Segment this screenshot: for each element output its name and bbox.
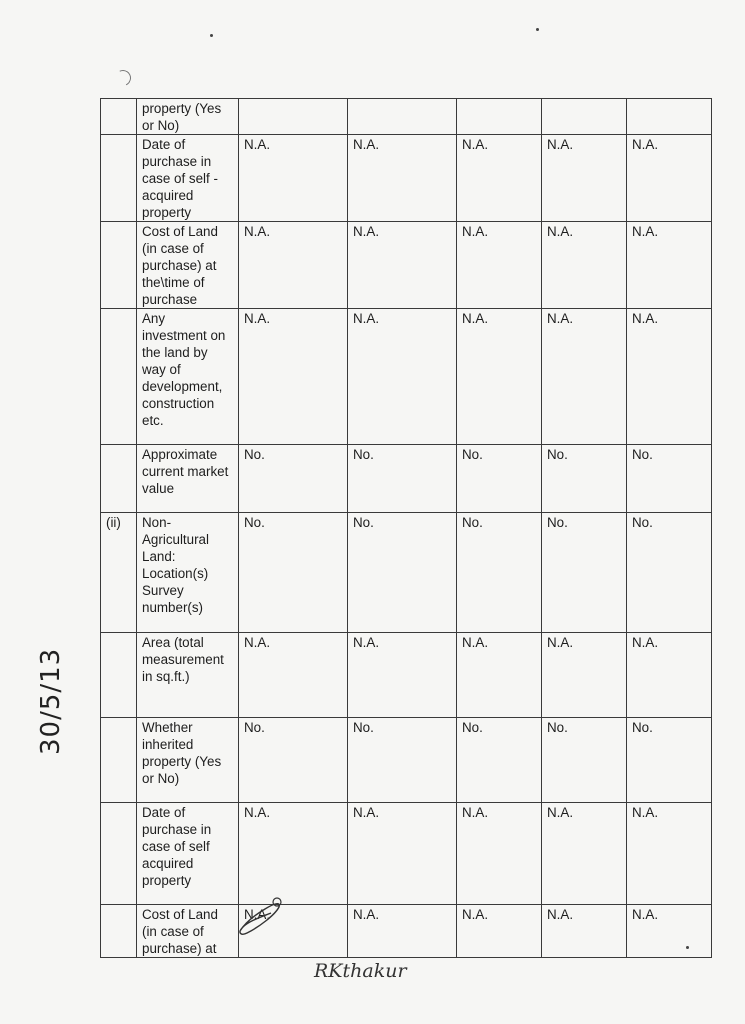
row-label-cell: Cost of Land (in case of purchase) at the\time of purchase <box>137 222 239 309</box>
value-cell: N.A. <box>239 905 348 958</box>
value-cell: No. <box>457 718 542 803</box>
table-row <box>101 445 712 513</box>
value-cell: No. <box>627 513 712 633</box>
value-cell: No. <box>239 513 348 633</box>
value-cell: N.A. <box>457 633 542 718</box>
value-cell: N.A. <box>457 803 542 905</box>
table-row <box>101 513 712 633</box>
value-cell: No. <box>457 513 542 633</box>
value-cell: N.A. <box>627 135 712 222</box>
row-number-cell: (ii) <box>101 513 137 633</box>
value-cell: N.A. <box>542 309 627 445</box>
value-cell: N.A. <box>542 905 627 958</box>
value-cell: N.A. <box>542 222 627 309</box>
table-row <box>101 309 712 445</box>
value-cell: N.A. <box>348 135 457 222</box>
value-cell: No. <box>239 718 348 803</box>
value-cell: N.A. <box>627 309 712 445</box>
punch-hole-mark <box>113 68 134 89</box>
row-number-cell <box>101 99 137 135</box>
row-number-cell <box>101 803 137 905</box>
value-cell: N.A. <box>457 222 542 309</box>
table-row <box>101 222 712 309</box>
value-cell <box>239 99 348 135</box>
table-row <box>101 135 712 222</box>
value-cell: N.A. <box>348 222 457 309</box>
value-cell: N.A. <box>239 803 348 905</box>
value-cell <box>348 99 457 135</box>
value-cell: N.A. <box>348 905 457 958</box>
table-row <box>101 99 712 135</box>
value-cell: No. <box>348 513 457 633</box>
value-cell <box>457 99 542 135</box>
value-cell: N.A. <box>348 803 457 905</box>
value-cell: N.A. <box>239 135 348 222</box>
row-number-cell <box>101 135 137 222</box>
value-cell: No. <box>542 513 627 633</box>
speck <box>536 28 539 31</box>
value-cell: N.A. <box>348 309 457 445</box>
row-number-cell <box>101 222 137 309</box>
row-label-cell: Area (total measurement in sq.ft.) <box>137 633 239 718</box>
value-cell: N.A. <box>457 905 542 958</box>
value-cell: N.A. <box>457 135 542 222</box>
value-cell: N.A. <box>627 905 712 958</box>
table-row <box>101 718 712 803</box>
value-cell: N.A. <box>542 135 627 222</box>
value-cell: N.A. <box>457 309 542 445</box>
value-cell <box>542 99 627 135</box>
value-cell: N.A. <box>239 309 348 445</box>
value-cell: N.A. <box>627 803 712 905</box>
value-cell: N.A. <box>627 222 712 309</box>
row-number-cell <box>101 905 137 958</box>
value-cell: No. <box>239 445 348 513</box>
assets-table <box>100 98 712 958</box>
table-row <box>101 803 712 905</box>
row-label-cell: Date of purchase in case of self acquired property <box>137 803 239 905</box>
row-number-cell <box>101 445 137 513</box>
value-cell: N.A. <box>627 633 712 718</box>
table-row <box>101 633 712 718</box>
margin-handwritten-note: 30/5/13 <box>36 647 66 755</box>
bottom-signature: RKthakur <box>314 960 407 982</box>
row-label-cell: Whether inherited property (Yes or No) <box>137 718 239 803</box>
row-label-cell: Non-Agricultural Land: Location(s) Survey number(s) <box>137 513 239 633</box>
value-cell: N.A. <box>239 633 348 718</box>
row-label-cell: Approximate current market value <box>137 445 239 513</box>
row-number-cell <box>101 633 137 718</box>
table-row <box>101 905 712 958</box>
row-number-cell <box>101 309 137 445</box>
row-label-cell: Any investment on the land by way of development, construction etc. <box>137 309 239 445</box>
value-cell: No. <box>627 718 712 803</box>
value-cell: No. <box>348 718 457 803</box>
value-cell: No. <box>542 445 627 513</box>
value-cell: N.A. <box>542 633 627 718</box>
value-cell: N.A. <box>542 803 627 905</box>
row-label-cell: Date of purchase in case of self -acquired property <box>137 135 239 222</box>
value-cell: N.A. <box>348 633 457 718</box>
row-number-cell <box>101 718 137 803</box>
row-label-cell: property (Yes or No) <box>137 99 239 135</box>
value-cell <box>627 99 712 135</box>
value-cell: No. <box>542 718 627 803</box>
initials-signature-mark <box>235 893 285 937</box>
value-cell: No. <box>627 445 712 513</box>
value-cell: No. <box>348 445 457 513</box>
value-cell: No. <box>457 445 542 513</box>
value-cell: N.A. <box>239 222 348 309</box>
row-label-cell: Cost of Land (in case of purchase) at <box>137 905 239 958</box>
speck <box>210 34 213 37</box>
